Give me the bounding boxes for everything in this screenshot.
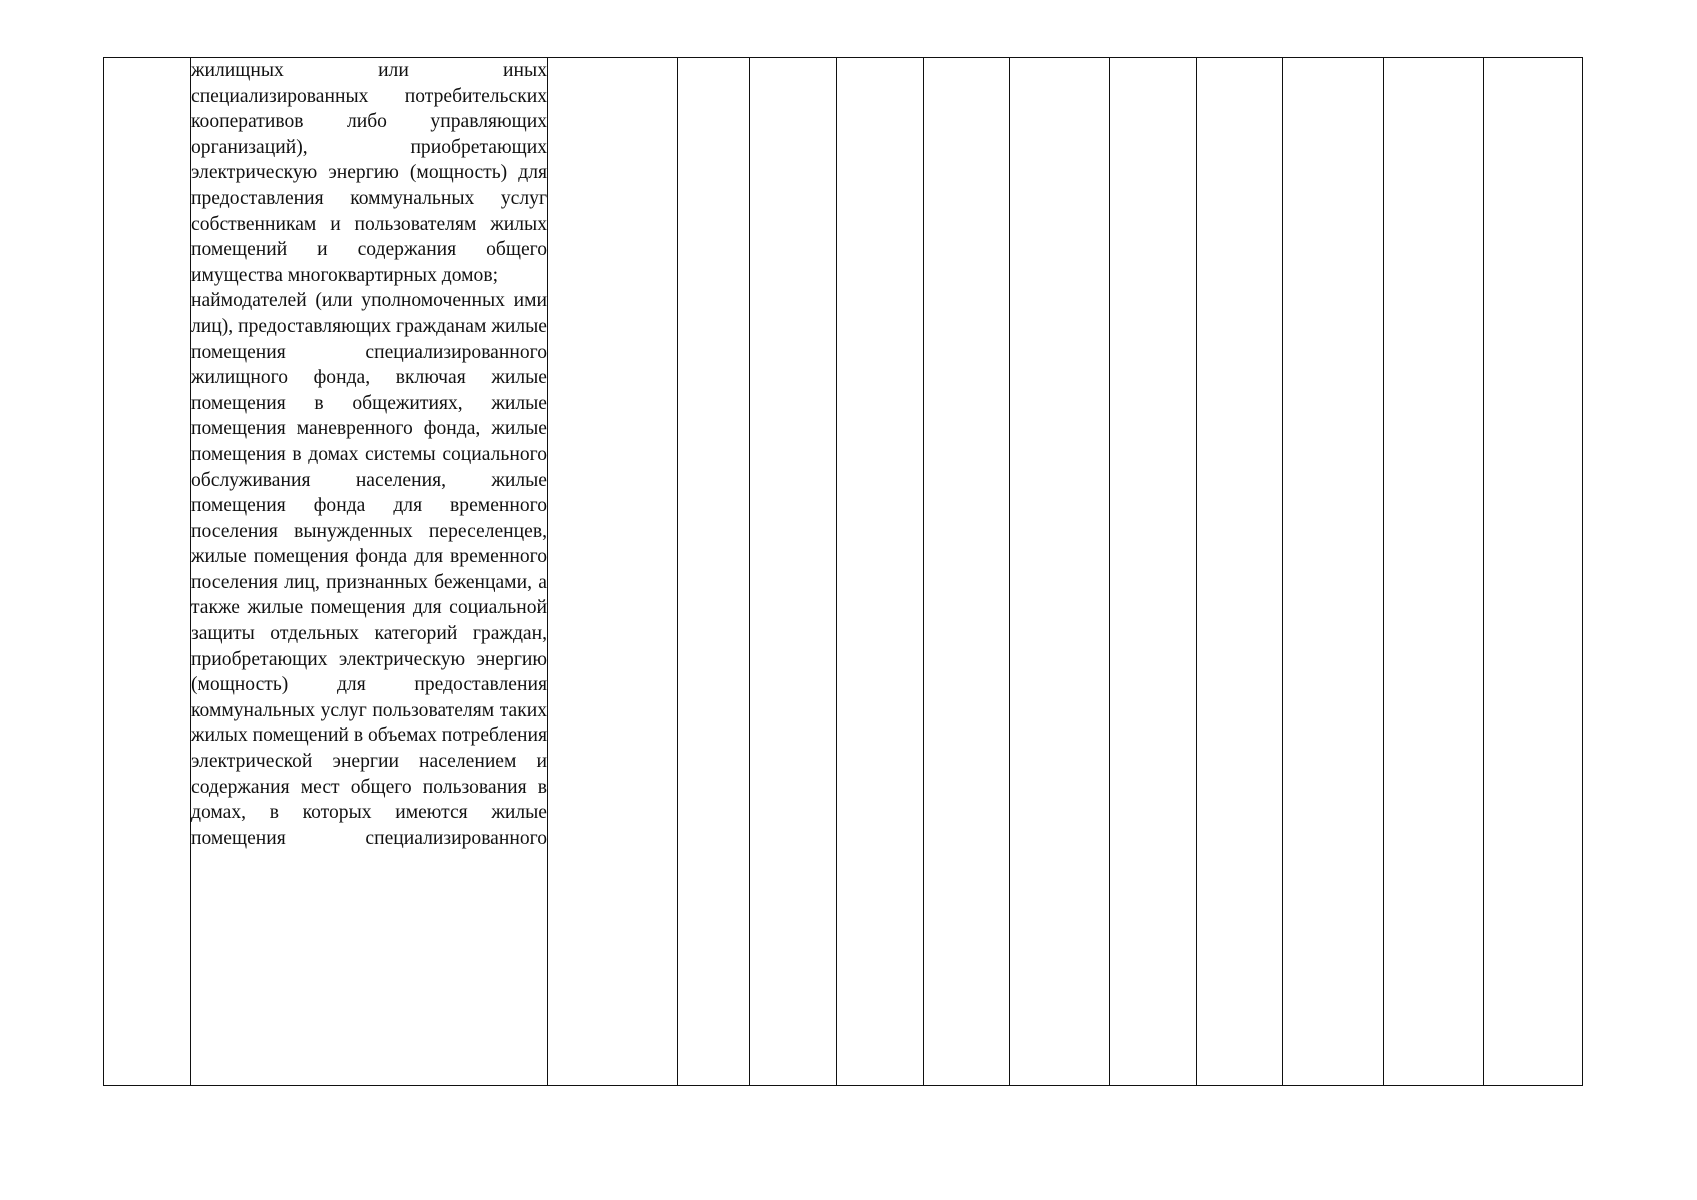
table-cell-empty	[1283, 58, 1384, 1086]
table-row	[104, 58, 1583, 1086]
table-cell-empty	[837, 58, 924, 1086]
tariff-table	[103, 57, 1583, 1086]
table-cell-empty	[548, 58, 678, 1086]
description-paragraph-1: жилищных или иных специализированных потребительских кооперативов либо управляющих организаций), приобретающих электрическую энергию (мощность) для предоставления коммунальных услуг собственникам и пользователям жилых помещений и содержания общего имущества многоквартирных домов;	[191, 60, 547, 286]
table-cell-empty	[1010, 58, 1110, 1086]
table-cell-empty	[1384, 58, 1484, 1086]
table-cell-description	[191, 58, 548, 1086]
table-cell-empty	[750, 58, 837, 1086]
table-cell-number	[104, 58, 191, 1086]
description-text	[191, 58, 547, 851]
table-cell-empty	[1110, 58, 1197, 1086]
table-cell-empty	[678, 58, 750, 1086]
table-cell-empty	[1197, 58, 1283, 1086]
description-paragraph-2: наймодателей (или уполномоченных ими лиц), предоставляющих гражданам жилые помещения специализированного жилищного фонда, включая жилые помещения в общежитиях, жилые помещения маневренного фонда, жилые помещения в домах системы социального обслуживания населения, жилые помещения фонда для временного поселения вынужденных переселенцев, жилые помещения фонда для временного поселения лиц, признанных беженцами, а также жилые помещения для социальной защиты отдельных категорий граждан, приобретающих электрическую энергию (мощность) для предоставления коммунальных услуг пользователям таких жилых помещений в объемах потребления электрической энергии населением и содержания мест общего пользования в домах, в которых имеются жилые помещения специализированного	[191, 290, 547, 849]
table-cell-empty	[924, 58, 1010, 1086]
table-cell-empty	[1484, 58, 1583, 1086]
